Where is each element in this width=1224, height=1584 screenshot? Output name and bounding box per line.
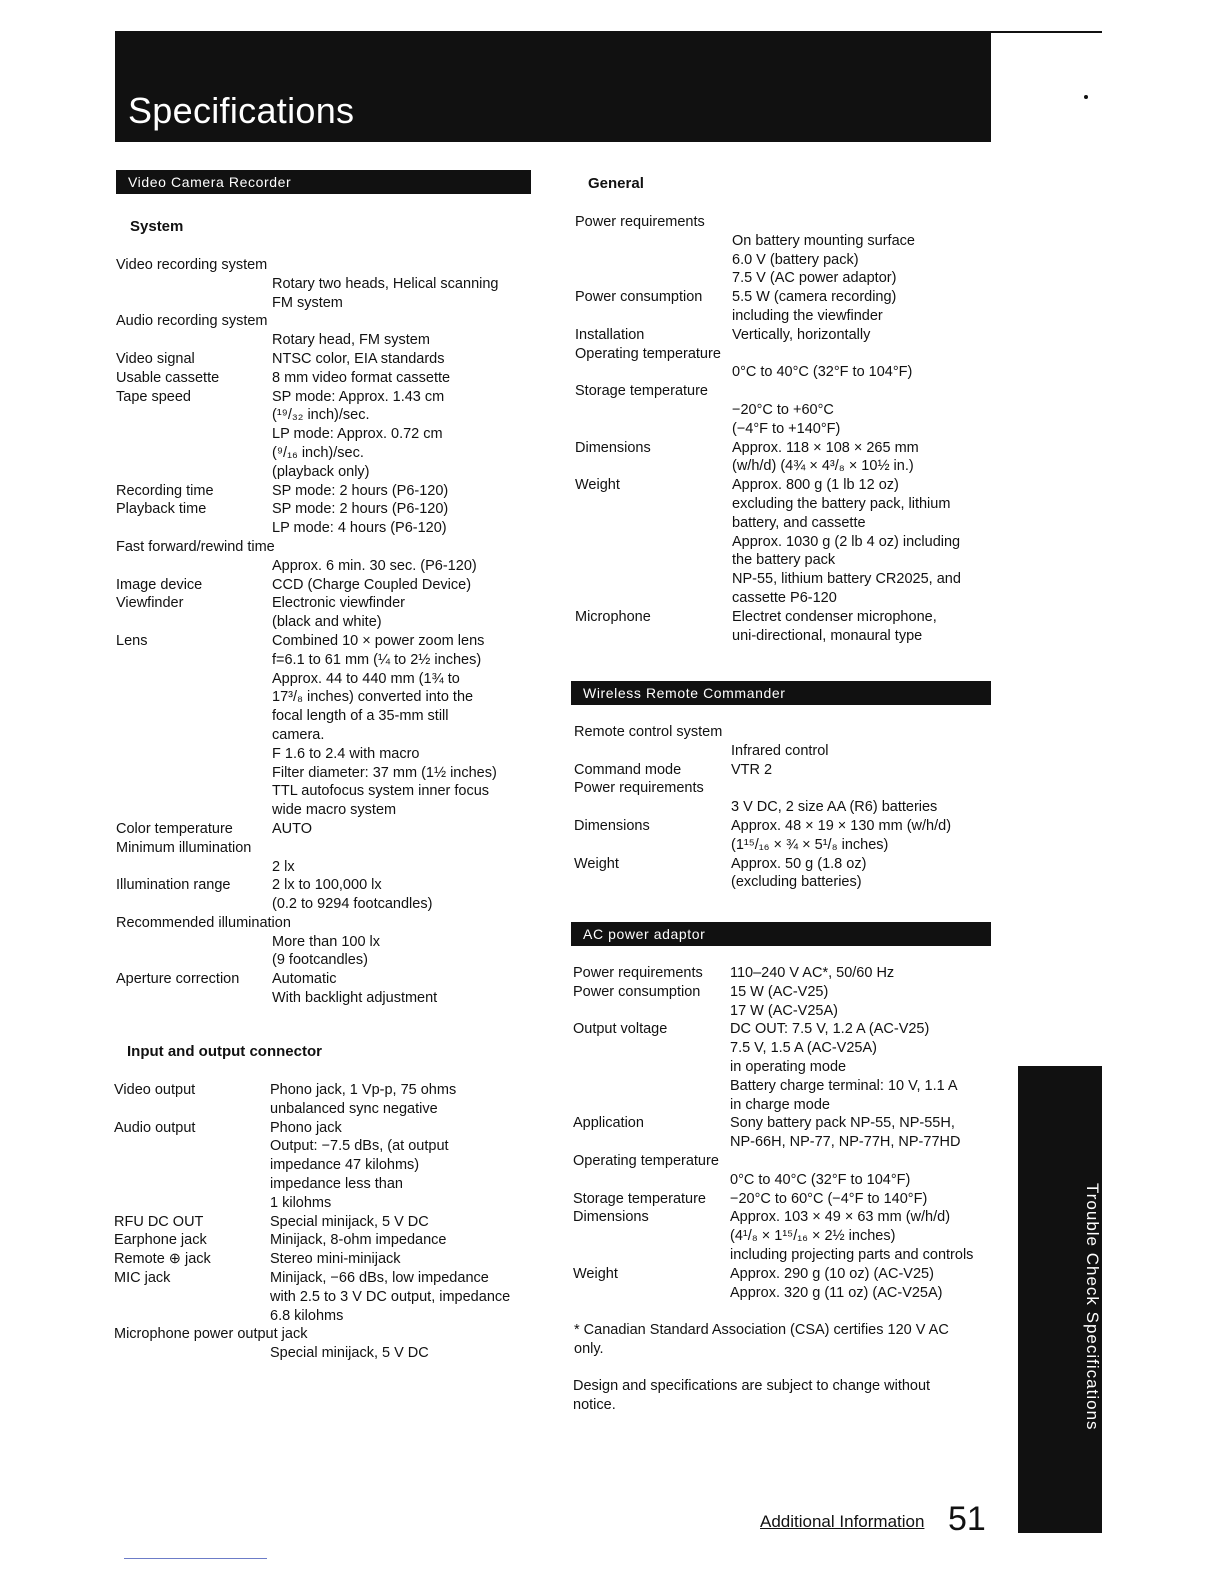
spec-label: Microphone [575, 608, 651, 625]
spec-label: Fast forward/rewind time [116, 538, 275, 555]
spec-label: Tape speed [116, 388, 191, 405]
spec-label: Dimensions [575, 439, 651, 456]
spec-value: Minijack, 8-ohm impedance [270, 1232, 447, 1249]
section-bar-ac-power-adaptor: AC power adaptor [571, 922, 991, 946]
subheading-general: General [588, 175, 644, 192]
spec-label: Power consumption [575, 289, 703, 306]
spec-label: RFU DC OUT [114, 1213, 204, 1230]
spec-row [116, 482, 536, 501]
spec-label: Weight [574, 855, 619, 872]
spec-row [114, 1269, 534, 1325]
side-tab-label: Trouble Check Specifications [1083, 1182, 1102, 1431]
spec-label: Color temperature [116, 820, 233, 837]
spec-row [116, 632, 536, 820]
header-rule [991, 31, 1102, 33]
spec-row [574, 817, 994, 855]
spec-value: 110–240 V AC*, 50/60 Hz [730, 965, 895, 981]
system-spec-list [116, 256, 536, 1008]
spec-value: −20°C to +60°C (−4°F to +140°F) [732, 401, 841, 437]
spec-value: Vertically, horizontally [732, 326, 871, 343]
remote-spec-list [574, 723, 994, 892]
spec-row [575, 439, 995, 477]
spec-row [575, 288, 995, 326]
spec-row [116, 388, 536, 482]
spec-row [573, 964, 1003, 983]
spec-value: 2 lx to 100,000 lx (0.2 to 9294 footcandles) [272, 877, 433, 913]
csa-footnote: * Canadian Standard Association (CSA) certifies 120 V AC only. [574, 1322, 949, 1357]
spec-value: Special minijack, 5 V DC [270, 1213, 429, 1230]
spec-row [574, 761, 994, 780]
spec-row [114, 1213, 534, 1232]
spec-value: 0°C to 40°C (32°F to 104°F) [730, 1171, 911, 1188]
section-bar-video-camera-recorder: Video Camera Recorder [116, 170, 531, 194]
spec-value: Stereo mini-minijack [270, 1251, 401, 1268]
ac-spec-list [573, 964, 1003, 1302]
spec-value: SP mode: 2 hours (P6-120) LP mode: 4 hours (P6-120) [272, 501, 449, 537]
spec-label: Playback time [116, 501, 207, 518]
bottom-rule [124, 1558, 267, 1559]
spec-label: Remote control system [574, 724, 723, 740]
spec-label: Usable cassette [116, 369, 220, 386]
spec-row [116, 594, 536, 632]
spec-row [573, 1208, 1003, 1264]
spec-value: Phono jack, 1 Vp-p, 75 ohms unbalanced sync negative [270, 1082, 457, 1117]
spec-label: Operating temperature [573, 1152, 719, 1169]
spec-value: Approx. 6 min. 30 sec. (P6-120) [272, 557, 477, 574]
spec-label: Command mode [574, 761, 682, 778]
spec-label: Remote ⊕ jack [114, 1251, 211, 1268]
spec-label: Lens [116, 632, 148, 649]
spec-label: Audio output [114, 1119, 196, 1136]
spec-label: Output voltage [573, 1021, 668, 1038]
spec-value: CCD (Charge Coupled Device) [272, 576, 472, 593]
section-bar-wireless-remote: Wireless Remote Commander [571, 681, 991, 705]
spec-label: Power requirements [575, 214, 705, 230]
spec-value: Minijack, −66 dBs, low impedance with 2.5 to 3 V DC output, impedance 6.8 kilohms [270, 1269, 511, 1324]
spec-value: VTR 2 [731, 761, 773, 778]
spec-value: Automatic With backlight adjustment [272, 971, 438, 1007]
spec-label: Power consumption [573, 983, 701, 1000]
spec-value: Phono jack Output: −7.5 dBs, (at output impedance 47 kilohms) impedance less than 1 kilohms [270, 1119, 449, 1211]
spec-row [575, 476, 995, 608]
spec-label: Viewfinder [116, 595, 184, 612]
spec-value: 5.5 W (camera recording) including the viewfinder [732, 289, 897, 324]
spec-value: Electronic viewfinder (black and white) [272, 595, 405, 631]
spec-value: AUTO [272, 820, 313, 837]
spec-row [114, 1119, 534, 1213]
spec-value: Approx. 290 g (10 oz) (AC-V25) Approx. 320 g (11 oz) (AC-V25A) [730, 1265, 943, 1301]
spec-value: 0°C to 40°C (32°F to 104°F) [732, 364, 913, 381]
spec-label: Recommended illumination [116, 914, 291, 931]
spec-row [573, 983, 1003, 1021]
spec-label: Weight [575, 477, 620, 494]
spec-value: Special minijack, 5 V DC [270, 1345, 429, 1362]
spec-row [116, 369, 536, 388]
spec-value: Infrared control [731, 742, 829, 759]
spec-row [114, 1081, 534, 1119]
spec-label: Aperture correction [116, 971, 240, 988]
spec-value: 15 W (AC-V25) 17 W (AC-V25A) [730, 983, 838, 1019]
spec-value: Electret condenser microphone, uni-directional, monaural type [732, 608, 937, 644]
spec-label: Illumination range [116, 877, 231, 894]
spec-label: Image device [116, 576, 203, 593]
spec-row [575, 608, 995, 646]
spec-value: 2 lx [272, 858, 295, 875]
spec-label: Power requirements [574, 780, 704, 797]
page-number: 51 [948, 1500, 986, 1538]
spec-value: SP mode: 2 hours (P6-120) [272, 482, 449, 499]
spec-label: Storage temperature [573, 1190, 706, 1207]
spec-row [116, 350, 536, 369]
spec-label: Recording time [116, 482, 214, 499]
spec-value: NTSC color, EIA standards [272, 350, 445, 367]
spec-row [573, 1020, 1003, 1114]
spec-value: Sony battery pack NP-55, NP-55H, NP-66H, NP-77, NP-77H, NP-77HD [730, 1115, 961, 1151]
spec-label: Dimensions [574, 817, 650, 834]
spec-row [116, 970, 536, 1008]
subheading-input-output: Input and output connector [127, 1043, 322, 1060]
spec-value: Approx. 118 × 108 × 265 mm (w/h/d) (4¾ × 4³/₈ × 10½ in.) [732, 439, 919, 475]
spec-value: Rotary two heads, Helical scanning FM system [272, 275, 499, 311]
spec-value: Rotary head, FM system [272, 332, 430, 349]
page-title: Specifications [128, 90, 355, 131]
spec-label: Operating temperature [575, 345, 721, 362]
spec-value: SP mode: Approx. 1.43 cm (¹⁹/₃₂ inch)/sec. LP mode: Approx. 0.72 cm (⁹/₁₆ inch)/sec. (playback only) [272, 388, 445, 480]
spec-label: Microphone power output jack [114, 1326, 308, 1343]
spec-row [573, 1265, 1003, 1303]
subheading-system: System [130, 218, 184, 235]
spec-row [114, 1250, 534, 1269]
spec-label: Video signal [116, 350, 195, 367]
spec-value: 3 V DC, 2 size AA (R6) batteries [731, 799, 938, 816]
spec-row [575, 326, 995, 345]
spec-value: DC OUT: 7.5 V, 1.2 A (AC-V25) 7.5 V, 1.5 A (AC-V25A) in operating mode Battery charge terminal: 10 V, 1.1 A in charge mode [730, 1021, 958, 1113]
spec-label: Application [573, 1115, 644, 1132]
spec-value: Combined 10 × power zoom lens f=6.1 to 61 mm (¼ to 2½ inches) Approx. 44 to 440 mm (1¾ to 17³/₈ inches) converted into the focal length of a 35-mm still camera. F 1.6 to 2.4 with macro Filter diameter: 37 mm (1½ inches) TTL autofocus system inner focus wide macro system [272, 632, 497, 819]
spec-label: Power requirements [573, 965, 703, 981]
footer-section-label: Additional Information [760, 1512, 925, 1531]
spec-row [116, 876, 536, 914]
spec-row [114, 1231, 534, 1250]
spec-value: Approx. 48 × 19 × 130 mm (w/h/d) (1¹⁵/₁₆ × ¾ × 5¹/₈ inches) [731, 817, 952, 853]
spec-row [116, 500, 536, 538]
design-notice: Design and specifications are subject to change without notice. [573, 1378, 931, 1413]
spec-value: 8 mm video format cassette [272, 369, 451, 386]
spec-label: Installation [575, 326, 645, 343]
spec-row [116, 820, 536, 839]
spec-value: Approx. 103 × 49 × 63 mm (w/h/d) (4¹/₈ × 1¹⁵/₁₆ × 2½ inches) including projecting parts and controls [730, 1209, 974, 1263]
spec-label: MIC jack [114, 1269, 171, 1286]
general-spec-list [575, 213, 995, 645]
spec-value: −20°C to 60°C (−4°F to 140°F) [730, 1190, 928, 1207]
spec-row [573, 1114, 1003, 1152]
spec-row [573, 1190, 1003, 1209]
spec-label: Video recording system [116, 257, 268, 273]
spec-row [574, 855, 994, 893]
spec-value: Approx. 50 g (1.8 oz) (excluding batteries) [731, 855, 867, 891]
header-dot [1084, 95, 1088, 99]
spec-value: Approx. 800 g (1 lb 12 oz) excluding the battery pack, lithium battery, and cassette Approx. 1030 g (2 lb 4 oz) including the battery pack NP-55, lithium battery CR2025, and cassette P6-120 [732, 477, 961, 606]
spec-label: Earphone jack [114, 1232, 207, 1249]
spec-label: Video output [114, 1082, 196, 1098]
spec-label: Dimensions [573, 1209, 649, 1226]
spec-value: On battery mounting surface 6.0 V (battery pack) 7.5 V (AC power adaptor) [732, 232, 915, 287]
spec-value: More than 100 lx (9 footcandles) [272, 933, 381, 969]
spec-label: Minimum illumination [116, 839, 252, 856]
spec-label: Audio recording system [116, 313, 268, 330]
spec-row [116, 576, 536, 595]
io-spec-list [114, 1081, 534, 1363]
spec-label: Storage temperature [575, 383, 708, 400]
spec-label: Weight [573, 1265, 618, 1282]
